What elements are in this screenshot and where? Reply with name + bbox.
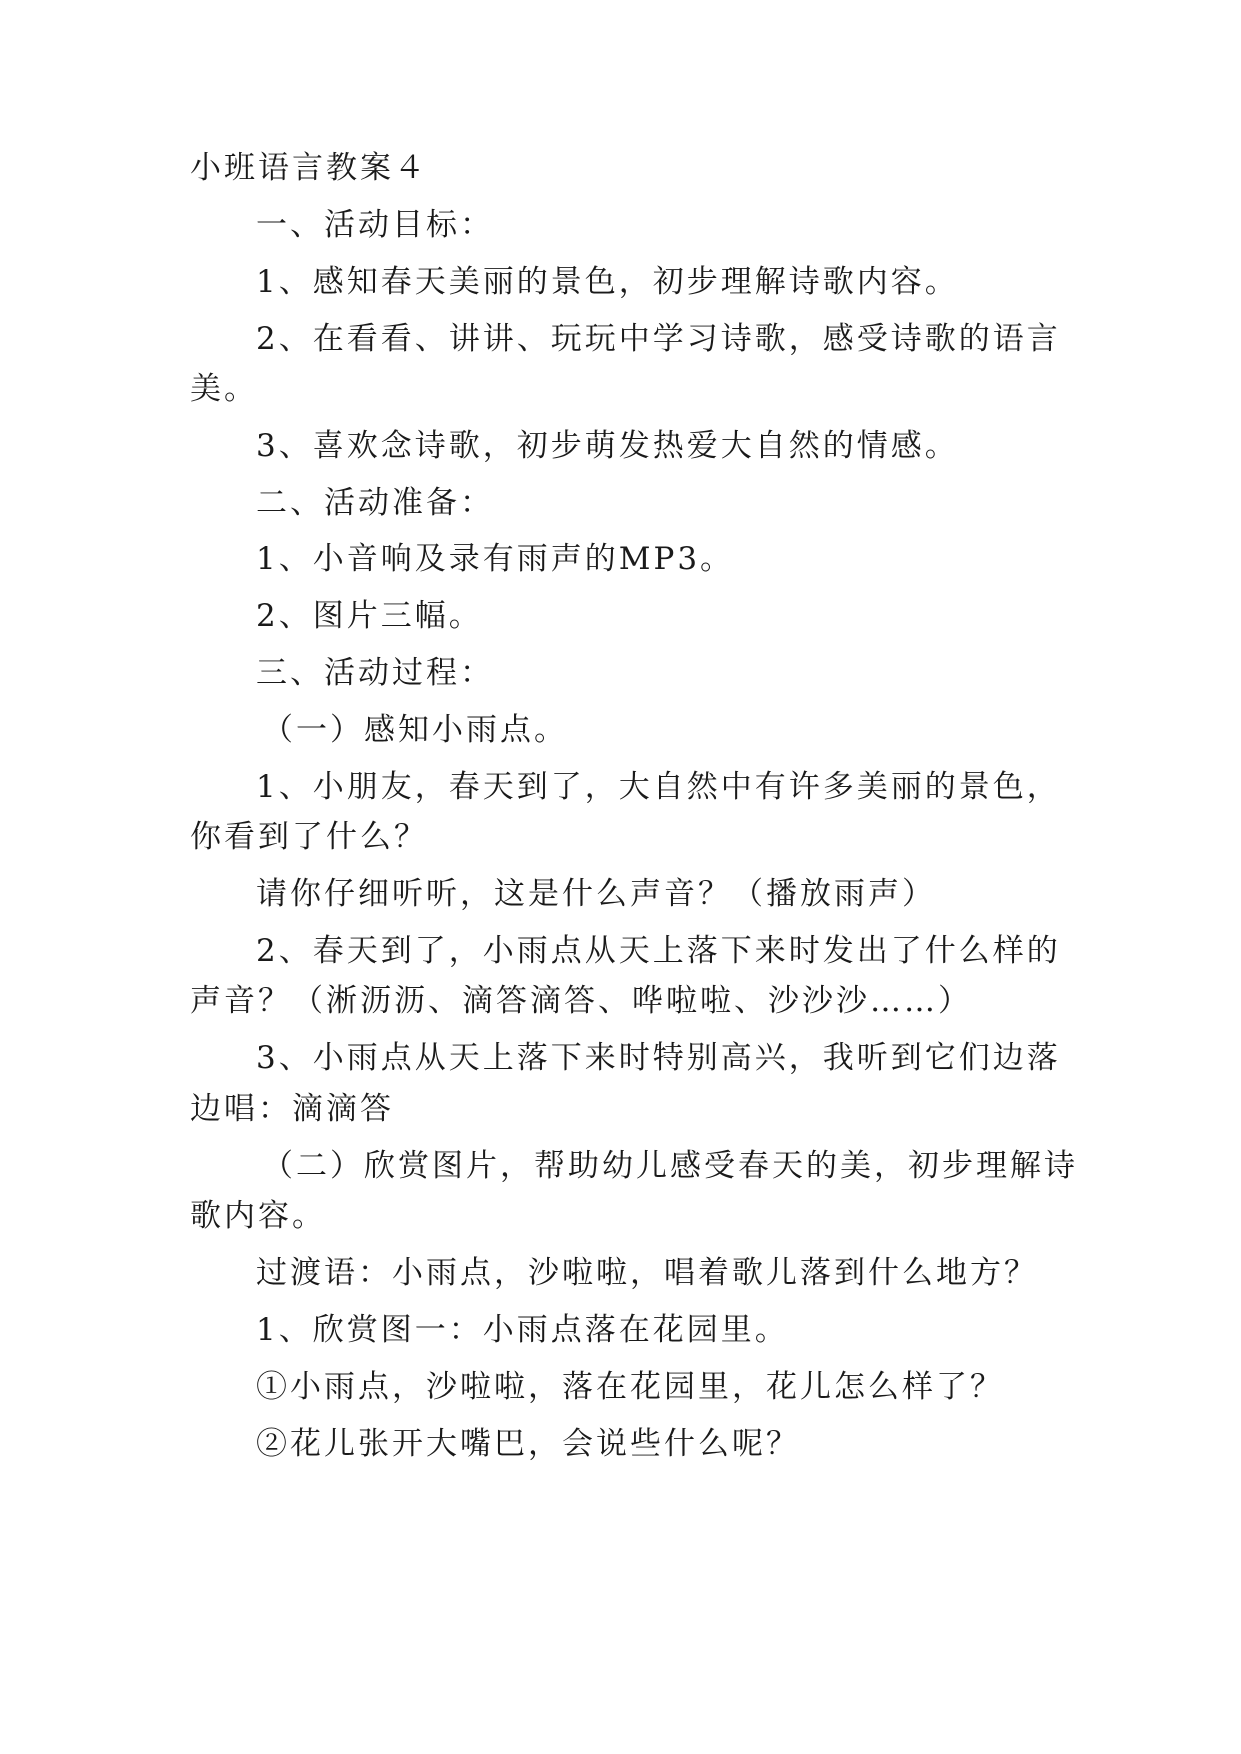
paragraph-line: 1、感知春天美丽的景色，初步理解诗歌内容。 bbox=[256, 264, 959, 300]
paragraph-line: ②花儿张开大嘴巴，会说些什么呢？ bbox=[256, 1426, 800, 1462]
paragraph-line: 1、小音响及录有雨声的MP3。 bbox=[256, 541, 735, 577]
section-heading-preparation: 二、活动准备： bbox=[256, 485, 494, 521]
document-title: 小班语言教案４ bbox=[190, 150, 428, 186]
paragraph-line: 歌内容。 bbox=[190, 1198, 326, 1234]
paragraph-line: 2、图片三幅。 bbox=[256, 598, 483, 634]
paragraph-line: 1、小朋友，春天到了，大自然中有许多美丽的景色， bbox=[256, 769, 1061, 805]
paragraph-line: 请你仔细听听，这是什么声音？（播放雨声） bbox=[256, 876, 936, 912]
subsection-heading: （二）欣赏图片，帮助幼儿感受春天的美，初步理解诗 bbox=[262, 1148, 1078, 1184]
subsection-heading: （一）感知小雨点。 bbox=[262, 712, 568, 748]
paragraph-line: 1、欣赏图一：小雨点落在花园里。 bbox=[256, 1312, 789, 1348]
section-heading-goals: 一、活动目标： bbox=[256, 207, 494, 243]
section-heading-process: 三、活动过程： bbox=[256, 655, 494, 691]
paragraph-line: 3、喜欢念诗歌，初步萌发热爱大自然的情感。 bbox=[256, 428, 959, 464]
paragraph-line: 声音？（淅沥沥、滴答滴答、哗啦啦、沙沙沙……） bbox=[190, 983, 972, 1019]
paragraph-line: 2、在看看、讲讲、玩玩中学习诗歌，感受诗歌的语言 bbox=[256, 321, 1061, 357]
paragraph-line: 你看到了什么？ bbox=[190, 819, 428, 855]
paragraph-line: ①小雨点，沙啦啦，落在花园里，花儿怎么样了？ bbox=[256, 1369, 1004, 1405]
paragraph-line: 边唱：滴滴答 bbox=[190, 1091, 394, 1127]
paragraph-line: 3、小雨点从天上落下来时特别高兴，我听到它们边落 bbox=[256, 1040, 1061, 1076]
paragraph-line: 美。 bbox=[190, 371, 258, 407]
paragraph-line: 过渡语：小雨点，沙啦啦，唱着歌儿落到什么地方？ bbox=[256, 1255, 1038, 1291]
paragraph-line: 2、春天到了，小雨点从天上落下来时发出了什么样的 bbox=[256, 933, 1061, 969]
